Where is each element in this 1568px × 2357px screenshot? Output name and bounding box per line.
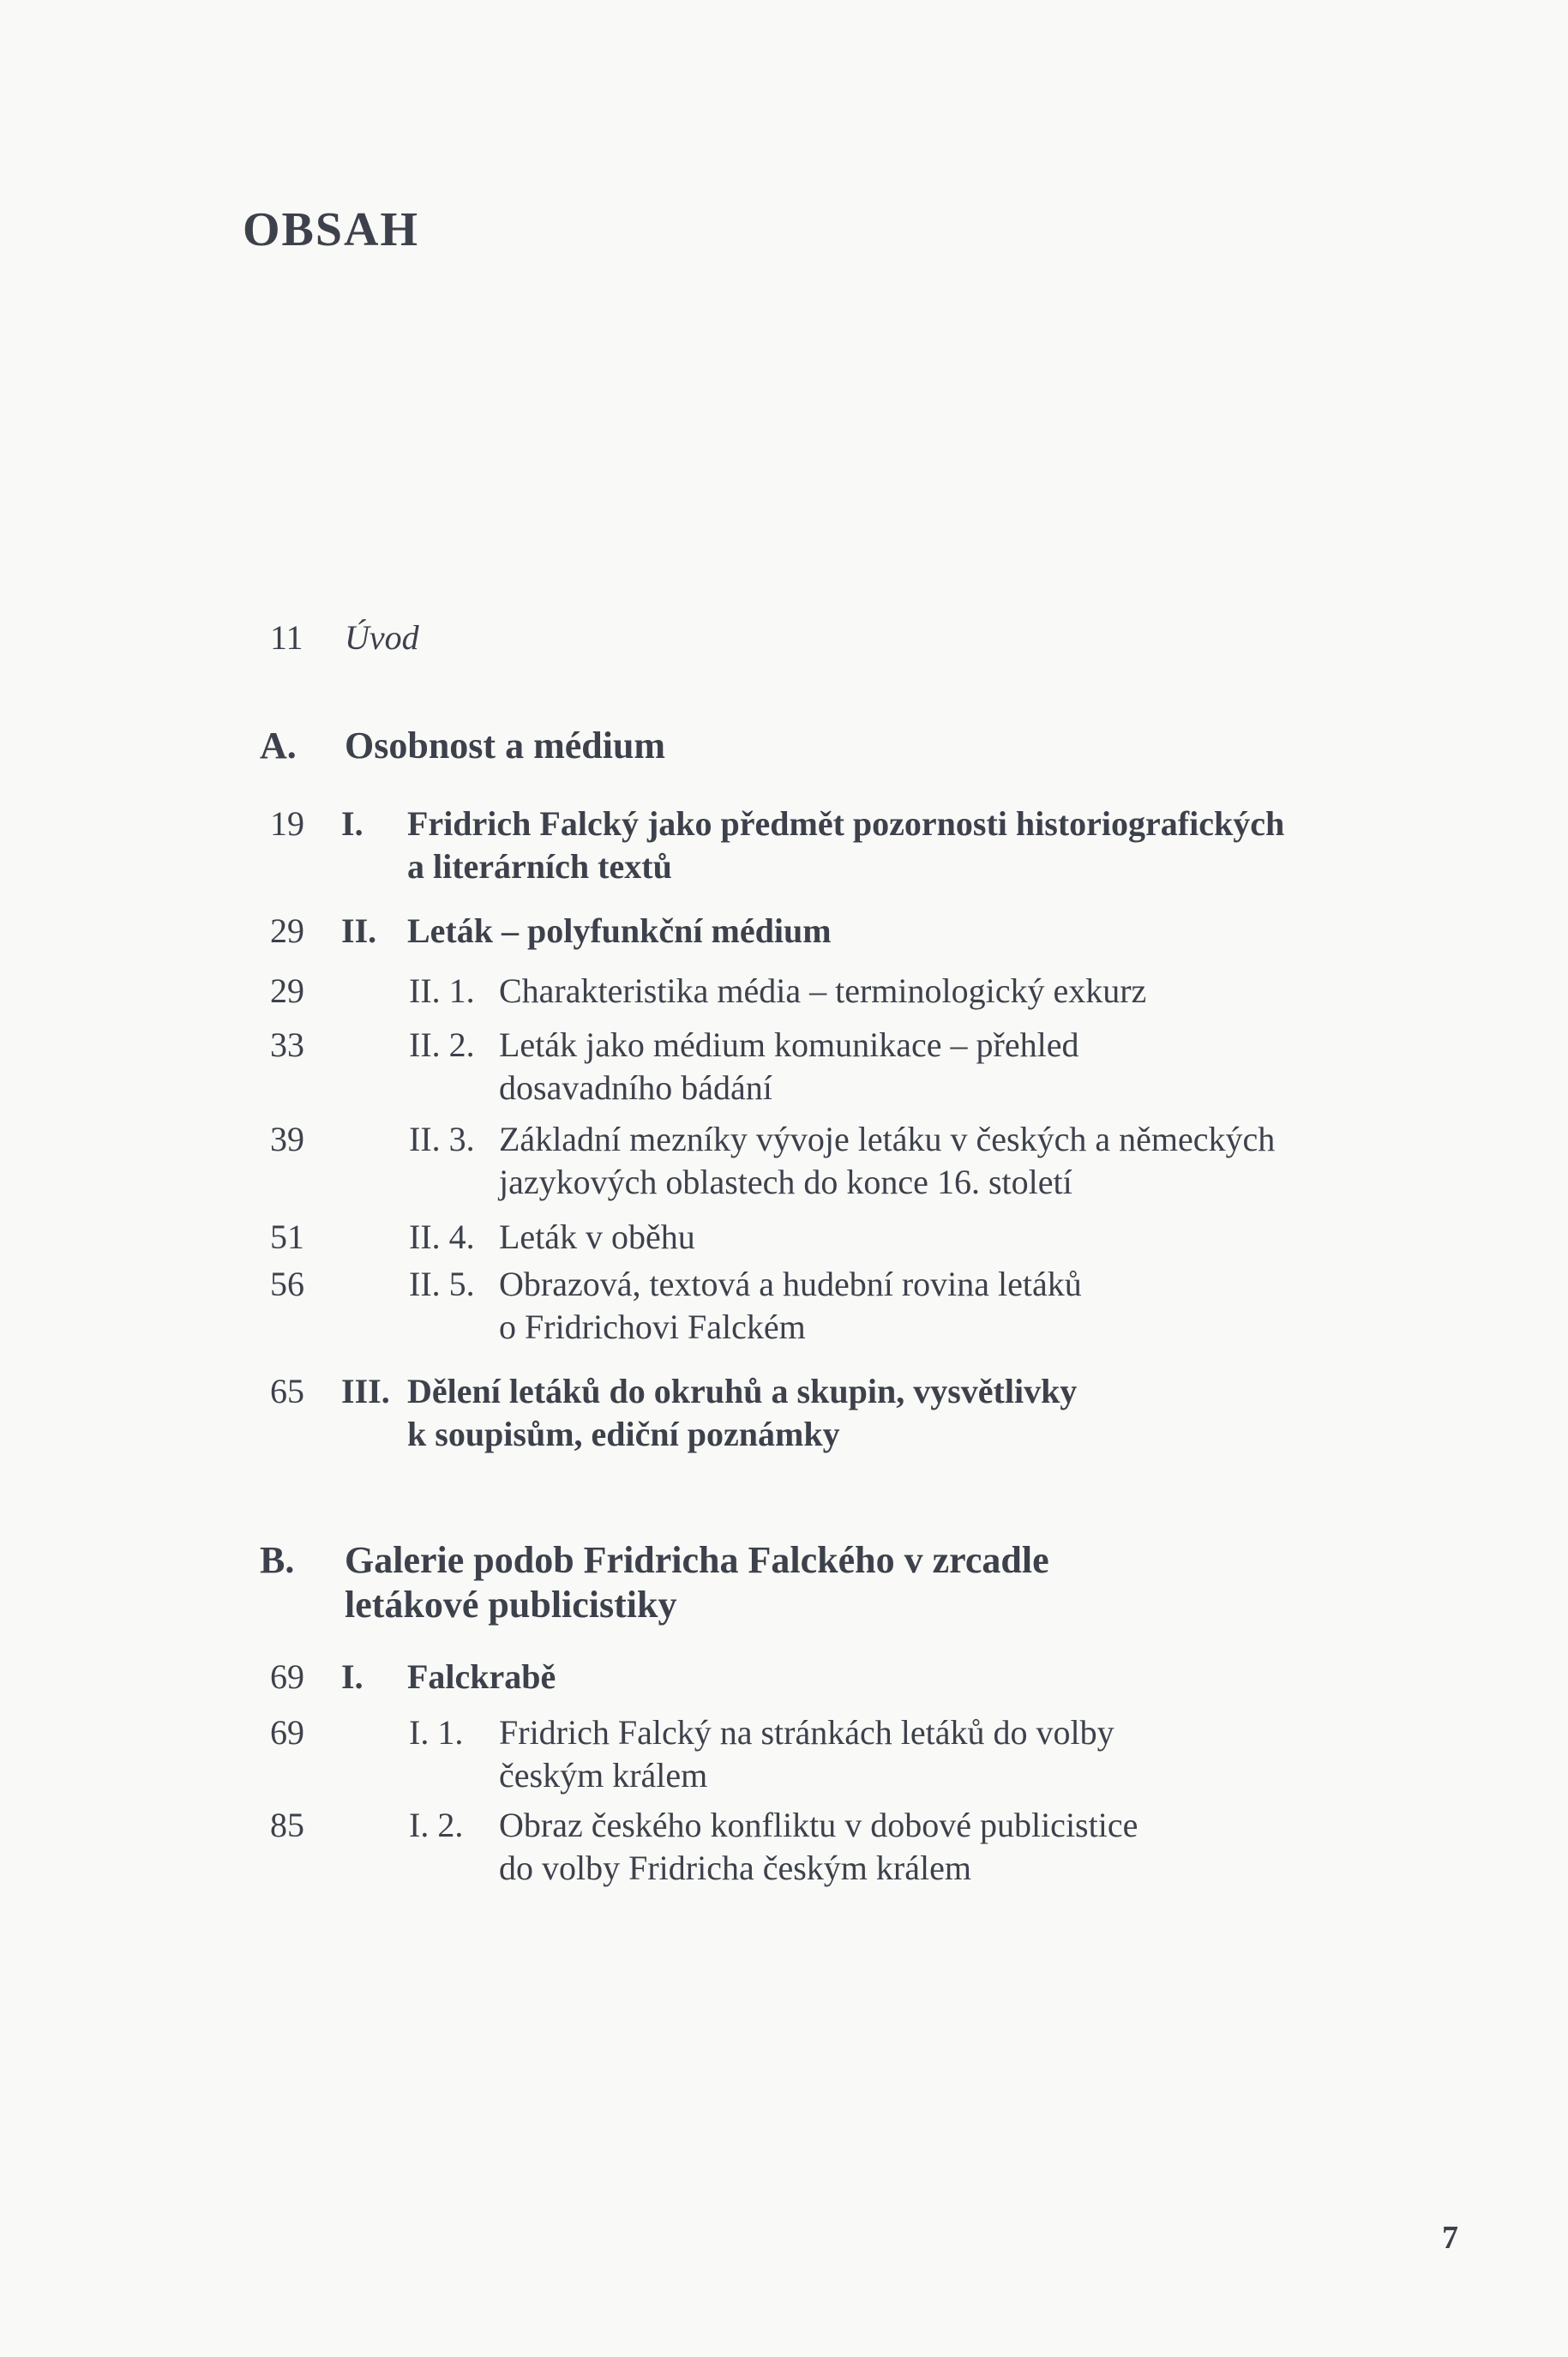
- toc-entry-number: II. 3.: [409, 1120, 475, 1158]
- toc-entry-title-line: dosavadního bádání: [499, 1068, 772, 1107]
- toc-entry-title: [499, 1118, 1275, 1204]
- toc-entry-title: [499, 1216, 695, 1259]
- toc-entry-number: I. 1.: [409, 1713, 464, 1752]
- toc-entry-title-line: Fridrich Falcký jako předmět pozornosti historiografických: [407, 804, 1285, 843]
- toc-page-number: 29: [270, 911, 304, 950]
- toc-entry-title-line: a literárních textů: [407, 847, 672, 886]
- toc-entry-title: [499, 970, 1146, 1013]
- toc-entry-title-line: Základní mezníky vývoje letáku v českých a německých: [499, 1120, 1276, 1158]
- toc-entry-number: II. 4.: [409, 1218, 475, 1256]
- toc-entry-title-line: Galerie podob Fridricha Falckého v zrcadle: [345, 1539, 1049, 1581]
- toc-entry-number: A.: [260, 725, 297, 767]
- toc-entry-title-line: Obrazová, textová a hudební rovina letáků: [499, 1265, 1082, 1303]
- toc-entry-title: [407, 803, 1284, 888]
- toc-entry-title-line: Osobnost a médium: [345, 725, 666, 767]
- toc-entry-number: II. 5.: [409, 1265, 475, 1303]
- toc-entry-title-line: jazykových oblastech do konce 16. století: [499, 1163, 1072, 1201]
- page-title: OBSAH: [243, 203, 420, 256]
- toc-entry-title: [345, 616, 419, 659]
- toc-entry-number: II. 2.: [409, 1025, 475, 1064]
- toc-page-number: 85: [270, 1806, 304, 1844]
- footer-page-number: 7: [1442, 2220, 1458, 2256]
- toc-page-number: 65: [270, 1372, 304, 1410]
- toc-entry-number: II. 1.: [409, 971, 475, 1010]
- toc-entry-title-line: k soupisům, ediční poznámky: [407, 1415, 840, 1453]
- toc-page-number: 56: [270, 1265, 304, 1303]
- toc-entry-title-line: Charakteristika média – terminologický exkurz: [499, 971, 1147, 1010]
- toc-page-number: 29: [270, 971, 304, 1010]
- toc-entry-title: [407, 1656, 556, 1699]
- toc-entry-title: [499, 1263, 1082, 1349]
- toc-entry-number: B.: [260, 1539, 295, 1581]
- toc-entry-title: [345, 1538, 1049, 1627]
- toc-page-number: 39: [270, 1120, 304, 1158]
- toc-entry-title-line: Leták – polyfunkční médium: [407, 911, 832, 950]
- toc-entry-title: [499, 1024, 1078, 1109]
- toc-entry-title-line: českým králem: [499, 1756, 708, 1795]
- toc-entry-title-line: Fridrich Falcký na stránkách letáků do volby: [499, 1713, 1114, 1752]
- toc-entry-title: [499, 1711, 1114, 1797]
- toc-entry-title-line: Dělení letáků do okruhů a skupin, vysvětlivky: [407, 1372, 1078, 1410]
- toc-entry-title-line: do volby Fridricha českým králem: [499, 1849, 971, 1887]
- toc-entry-title: [407, 910, 832, 953]
- toc-entry-number: I.: [341, 804, 363, 843]
- toc-entry-title: [499, 1804, 1138, 1890]
- toc-entry-title-line: Leták v oběhu: [499, 1218, 695, 1256]
- toc-page-number: 69: [270, 1713, 304, 1752]
- toc-page-number: 33: [270, 1025, 304, 1064]
- toc-entry-title: [407, 1370, 1077, 1456]
- toc-entry-number: I. 2.: [409, 1806, 464, 1844]
- toc-page-number: 69: [270, 1657, 304, 1696]
- toc-page-number: 11: [270, 618, 303, 657]
- toc-entry-title-line: Leták jako médium komunikace – přehled: [499, 1025, 1079, 1064]
- toc-entry-title-line: Obraz českého konfliktu v dobové publicistice: [499, 1806, 1138, 1844]
- toc-page-number: 51: [270, 1218, 304, 1256]
- toc-entry-number: II.: [341, 911, 377, 950]
- toc-page-number: 19: [270, 804, 304, 843]
- toc-entry-title-line: o Fridrichovi Falckém: [499, 1308, 806, 1346]
- toc-entry-number: III.: [341, 1372, 390, 1410]
- toc-entry-title-line: letákové publicistiky: [345, 1584, 677, 1626]
- toc-entry-title-line: Úvod: [345, 618, 419, 657]
- toc-entry-number: I.: [341, 1657, 363, 1696]
- toc-entry-title: [345, 724, 665, 768]
- toc-entry-title-line: Falckrabě: [407, 1657, 556, 1696]
